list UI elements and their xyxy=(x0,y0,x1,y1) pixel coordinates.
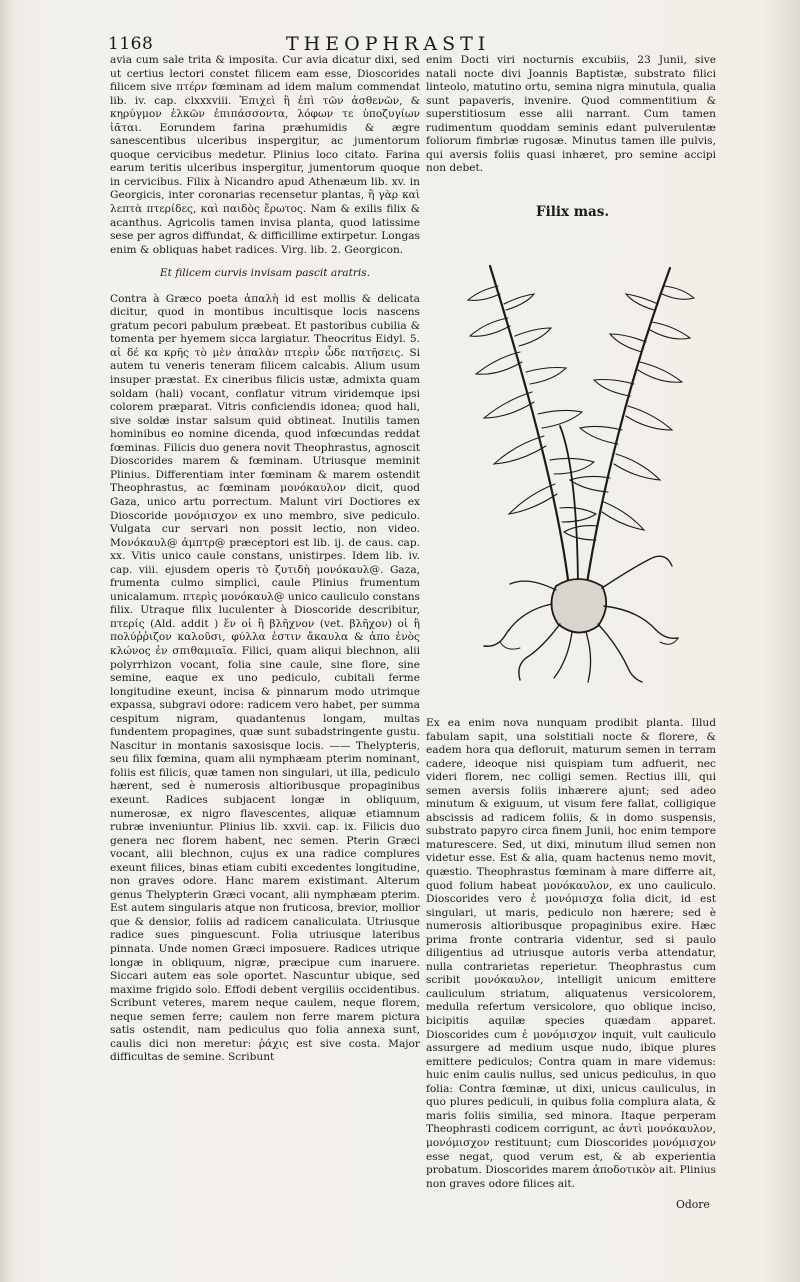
right-text-column-bottom xyxy=(426,717,716,1196)
page-number: 1168 xyxy=(108,34,154,54)
figure-caption: Filix mas. xyxy=(536,204,610,220)
left-paragraph-2: Contra à Græco poeta ἁπαλὴ id est mollis & delicata dicitur, quod in montibus incultisque locis nascens gratum pecori pabulum præbeat. Et pastoribus cubilia & tomenta per hyemem sicca largiatur. Theocritus Eidyl. 5. αἰ δέ κα κρῆς τὸ μὲν ἁπαλὰν πτερὶν ὧδε πατῆσεις. Si autem tu veneris teneram filicem calcabis. Alium usum insuper præstat. Ex cineribus filicis ustæ, admixta quam soldam (hali) vocant, conflatur vitrum viridemque ipsi colorem præparat. Vitris conficiendis idonea; quod hali, sive soldæ instar salsum quid obtineat. Inutilis tamen hominibus eo nomine dicenda, quod infœcundas reddat fœminas. Filicis duo genera novit Theophrastus, agnoscit Dioscorides marem & fœminam. Utriusque meminit Plinius. Differentiam inter fœminam & marem ostendit Theophrastus, ac fœminam μονόκαυλον dicit, quod Gaza, unico artu porrectum. Malunt viri Doctiores ex Dioscoride μονόμισχον ex uno membro, sive pediculo. Vulgata cur servari non possit lectio, non video. Μονόκαυλ@ ἀμπτρ@ præceptori est lib. ij. de caus. cap. xx. Vitis unico caule constans, unistirpes. Idem lib. iv. cap. viii. ejusdem operis τὸ ζυτιδὴ μονόκαυλ@. Gaza, frumenta culmo simplici, caule Plinius frumentum unicalamum. πτερὶς μονόκαυλ@ unico cauliculo constans filix. Utraque filix luculenter à Dioscoride describitur, πτερίς (Ald. addit ) ἔν οἱ ἢ βλῆχνον (vet. βλῆχον) οἱ ἢ πολύῤῥιζον καλοῦσι, φύλλα ἐστιν ἄκαυλα & ἀπο ἑνὸς κλώνος ἐν σπιθαμιαῖα. Filici, quam aliqui blechnon, alii polyrrhizon vocant, folia sine caule, sine flore, sine semine, eaque ex uno pediculo, cubitali ferme longitudine exeunt, incisa & pinnarum modo utrimque expassa, subgravi odore: radicem vero habet, per summa cespitum nigram, quadantenus longam, multas fundentem propagines, quæ sunt subadstringente gustu. Nascitur in montanis saxosisque locis. —— Thelypteris, seu filix fœmina, quam alii nymphæam pterim nominant, foliis est filicis, quæ tamen non singulari, ut illa, pediculo hærent, sed è numerosis altioribusque propaginibus exeunt. Radices subjacent longæ in obliquum, numerosæ, ex nigro flavescentes, aliquæ etiamnum rubræ inveniuntur. Plinius lib. xxvii. cap. ix. Filicis duo genera nec florem habent, nec semen. Pterin Græci vocant, alii blechnon, cujus ex una radice complures exeunt filices, binas etiam cubiti excedentes longitudine, non graves odore. Hanc marem existimant. Alterum genus Thelypterin Græci vocant, alii nymphæam pterim. Est autem singularis atque non fruticosa, brevior, mollior que & densior, foliis ad radicem canaliculata. Utriusque radice sues pinguescunt. Folia utriusque lateribus pinnata. Unde nomen Græci imposuere. Radices utrique longæ in obliquum, nigræ, præcipue cum inaruere. Siccari autem eas sole oportet. Nascuntur ubique, sed maxime frigido solo. Effodi debent vergiliis occidentibus. Scribunt veteres, marem neque caulem, neque florem, neque semen ferre; caulem non ferre marem pictura satis ostendit, nam pediculus quo folia annexa sunt, caulis dici non meretur: ῥάχις est sive costa. Major difficultas de semine. Scribunt xyxy=(110,292,420,1064)
right-paragraph-bottom: Ex ea enim nova nunquam prodibit planta. Illud fabulam sapit, una solstitiali nocte & florere, & eadem hora qua defloruit, maturum semen in terram cadere, ideoque nisi quispiam tum adfuerit, nec videri florem, nec colligi semen. Rectius illi, qui semen aversis foliis inhærere ajunt; sed adeo minutum & exiguum, ut visum fere fallat, colligique abscissis ad radicem foliis, & in domo suspensis, substrato papyro circa finem Junii, hoc enim tempore maturescere. Sed, ut dixi, minutum illud semen non videtur esse. Est & alia, quam hactenus nemo movit, quæstio. Theophrastus fœminam à mare differre ait, quod folium habeat μονόκαυλον, ex uno cauliculo. Dioscorides vero ἐ μονόμισχα folia dicit, id est singulari, ut maris, pediculo non hærere; sed è numerosis altioribusque propaginibus exire. Hæc prima fronte contraria videntur, sed si paulo diligentius ad utriusque autoris verba attendatur, nulla contrarietas reperietur. Theophrastus cum scribit μονόκαυλον, intelligit unicum emittere cauliculum striatum, aliquatenus versicolorem, medulla refertum versicolore, quo oblique inciso, bicipitis aquilæ species quædam apparet. Dioscorides cum ἐ μονόμισχον inquit, vult cauliculo assurgere ad medium usque nudo, ibique plures emittere pediculos; Contra quam in mare videmus: huic enim caulis nullus, sed unicus pediculus, in quo folia: Contra fœminæ, ut dixi, unicus cauliculus, in quo plures pediculi, in quibus folia complura alata, & maris foliis similia, sed minora. Itaque perperam Theophrasti codicem corrigunt, ac ἀντὶ μονόκαυλον, μονόμισχον restituunt; cum Dioscorides μονόμισχον esse negat, quod verum est, & ab experientia probatum. Dioscorides marem ἀποδοτικὸν ait. Plinius non graves odore filices ait. xyxy=(426,717,716,1190)
fern-woodcut-illustration xyxy=(460,256,700,706)
catchword: Odore xyxy=(676,1198,710,1211)
right-text-column-top xyxy=(426,54,716,181)
verse-quotation: Et filicem curvis invisam pascit aratris. xyxy=(159,267,371,280)
left-text-column xyxy=(110,54,420,1070)
running-title: THEOPHRASTI xyxy=(286,33,491,55)
right-paragraph-top: enim Docti viri nocturnis excubiis, 23 Junii, sive natali nocte divi Joannis Baptistæ, substrato filici linteolo, matutino ortu, semina nigra minutula, qualia sunt papaveris, invenire. Quod commentitium & superstitiosum esse alii narrant. Cum tamen rudimentum quoddam seminis edant pulverulentæ foliorum fimbriæ rugosæ. Minutus tamen ille pulvis, qui aversis foliis quasi inhæret, pro semine accipi non debet. xyxy=(426,54,716,175)
left-paragraph-1: avia cum sale trita & imposita. Cur avia dicatur dixi, sed ut certius lectori constet filicem eam esse, Dioscorides filicem sive πτέρν fœminam ad idem malum commendat lib. iv. cap. clxxxviii. Ἐπιχεὶ ἢ ἐπὶ τῶν ἀσθενῶν, & κηρύγμον ἑλκῶν ἐπιπάσσοντα, λόφων τε ὑποζυγίων ἰᾶται. Eorundem farina præhumidis & ægre sanescentibus ulceribus inspergitur, ac jumentorum quoque cervicibus medetur. Plinius loco citato. Farina earum teritis ulceribus inspergitur, jumentorum quoque in cervicibus. Filix à Nicandro apud Athenæum lib. xv. in Georgicis, inter coronarias recensetur plantas, ἢ γὰρ καὶ λεπτὰ πτερίδες, καὶ παιδὸς ἔρωτος. Nam & exilis filix & acanthus. Agricolis tamen invisa planta, quod latissime sese per agros diffundat, & difficillime extirpetur. Longas enim & obliquas habet radices. Virg. lib. 2. Georgicon. xyxy=(110,54,420,256)
fern-icon xyxy=(460,256,700,706)
